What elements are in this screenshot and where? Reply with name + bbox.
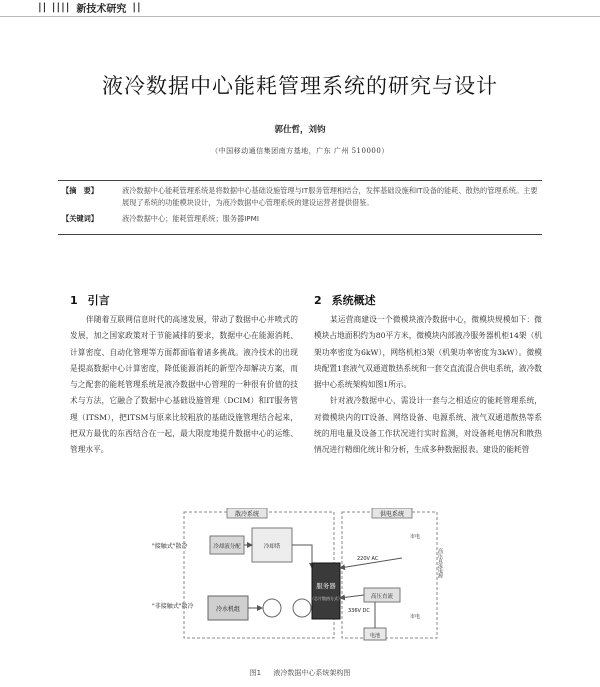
- journal-header: [38, 0, 142, 14]
- architecture-figure: [152, 508, 452, 658]
- cold-tower-label: 冷却塔: [263, 544, 281, 550]
- abstract-row: [62, 185, 542, 209]
- paragraph: 针对液冷数据中心，需设计一套与之相适应的能耗管理系统，对微模块内的IT设备、网络设备、电源系统、液气双通道散热等系统的用电量及设备工作状况进行实时监测，对设备耗电情况和散热情况进行精细化统计和分析，生成多种数据报表。建设的能耗管: [314, 396, 542, 455]
- abstract-bottom-rule: [58, 234, 542, 235]
- server-sub-label: （芯片散热方式）: [310, 596, 342, 601]
- cooling-system-label: 散冷系统: [234, 511, 260, 518]
- paper-affiliation: （中国移动通信集团南方基地，广东 广州 510000）: [211, 147, 389, 155]
- section-number: 2: [314, 293, 322, 307]
- dc-336v-label: 336V DC: [348, 608, 370, 614]
- mains-label: 市电: [410, 614, 421, 620]
- paper-authors: 郭仕哲，刘钧: [274, 125, 326, 135]
- abstract-label: 【摘 要】: [62, 186, 98, 195]
- paragraph: 伴随着互联网信息时代的高速发展，带动了数据中心井喷式的发展，加之国家政策对于节能减排的要求，数据中心在能源消耗、计算密度、自动化管理等方面都面临着诸多挑战。液冷技术的出现是提高数据中心计算密度，降低能源消耗的新型冷却解决方案，而与之配套的能耗管理系统是液冷数据中心管理的一种很有价值的技术与方法，它融合了数据中心基础设施管理（DCIM）和IT服务管理（ITSM），把ITSM与原来比较粗放的基础设施管理结合起来，把双方最优的东西结合在一起，最大限度地提升数据中心的运维、管理水平。: [70, 315, 298, 455]
- architecture-diagram: [152, 508, 452, 658]
- paragraph: 某运营商建设一个微模块液冷数据中心，微模块规模如下：微模块占地面积约为80平方米，微模块内部液冷服务器机柜14架（机架功率密度为6kW），网络机柜3架（机架功率密度为3kW）。微模块配置1套液气双通道散热系统和一套交直流混合供电系统，液冷数据中心系统架构如图1所示。: [314, 315, 542, 390]
- section-title: 引言: [87, 294, 110, 307]
- power-system-frame: [342, 512, 437, 638]
- power-system-label: 供电系统: [379, 511, 405, 518]
- server-label: 服务器: [316, 582, 336, 590]
- server-box: [312, 563, 340, 619]
- abstract-top-rule: [58, 180, 542, 181]
- keywords-label: 【关键词】: [62, 214, 98, 223]
- cdu-label: 冷却液分配: [213, 544, 241, 550]
- fan-icon: [263, 599, 281, 617]
- keywords-text: 液冷数据中心；能耗管理系统；服务器IPMI: [122, 214, 259, 223]
- section-overview: [314, 292, 542, 459]
- header-end-mark: ||: [132, 1, 142, 13]
- section-heading: [314, 292, 542, 308]
- power-line: [340, 595, 364, 598]
- section-number: 1: [70, 293, 78, 307]
- mains-label: 市电: [410, 534, 421, 540]
- non-contact-label: "非接触式"散冷: [152, 603, 194, 610]
- section-heading: [70, 292, 298, 308]
- header-section: 新技术研究: [76, 3, 127, 15]
- flow-arrow: [292, 545, 312, 568]
- abstract-block: [62, 185, 542, 225]
- figure-caption: [0, 668, 600, 678]
- paper-title: 液冷数据中心能耗管理系统的研究与设计: [102, 74, 498, 98]
- cold-water-unit-label: 冷水机组: [215, 606, 241, 613]
- section-title: 系统概述: [331, 294, 376, 307]
- hvdc-label: 高压直流: [370, 594, 394, 600]
- direct-contact-label: "接触式"散冷: [152, 543, 188, 550]
- section-intro: [70, 292, 298, 459]
- fan-icon: [293, 599, 311, 617]
- hvdc-battery-label: 高压直流电源: [437, 548, 443, 578]
- caption-text: 液冷数据中心系统架构图: [273, 669, 351, 677]
- keywords-row: [62, 213, 542, 225]
- abstract-text: 液冷数据中心能耗管理系统是将数据中心基础设施管理与IT服务管理相结合，发挥基础设施和IT设备的能耗、散热的管理系统。主要展现了系统的功能模块设计，为液冷数据中心管理系统的建设运营者提供借鉴。: [122, 186, 538, 207]
- header-rule: [0, 16, 600, 17]
- battery-label: 电池: [369, 633, 381, 639]
- ac-220v-label: 220V AC: [357, 556, 379, 562]
- caption-number: 图1: [249, 669, 262, 677]
- header-bars: || ||||: [38, 1, 71, 13]
